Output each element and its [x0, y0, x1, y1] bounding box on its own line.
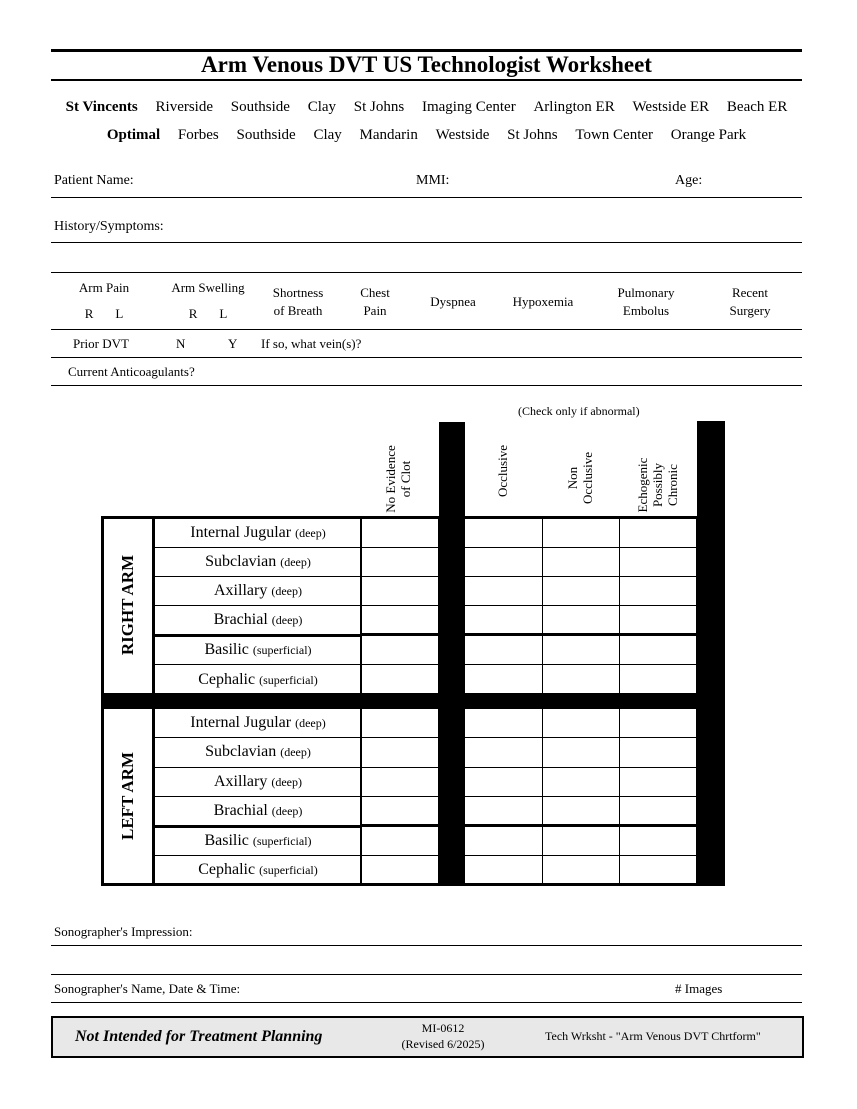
age-label: Age:	[675, 173, 703, 188]
finding-checkbox[interactable]	[620, 636, 697, 665]
location-option[interactable]: Southside	[230, 99, 290, 115]
prior-dvt-rule	[51, 357, 802, 358]
location-option[interactable]: St Johns	[353, 99, 405, 115]
images-count-label: # Images	[675, 981, 723, 996]
vein-type: (deep)	[271, 775, 302, 789]
prior-dvt-which-label: If so, what vein(s)?	[261, 336, 362, 351]
left-vein-axillary	[155, 767, 361, 797]
location-option[interactable]: Mandarin	[359, 127, 418, 143]
arm-separator	[101, 693, 725, 709]
arm-swelling-l[interactable]: L	[219, 306, 228, 321]
patient-line[interactable]	[51, 197, 802, 198]
footer-revised: (Revised 6/2025)	[401, 1037, 485, 1051]
vein-name: Axillary	[214, 773, 268, 790]
no-evidence-checkbox[interactable]	[361, 606, 439, 636]
location-option[interactable]: Westside ER	[632, 99, 710, 115]
finding-checkbox[interactable]	[465, 519, 543, 548]
chest-line-2: Pain	[363, 303, 387, 318]
impression-line[interactable]	[51, 945, 802, 946]
col-no-evidence-line-1: No Evidence	[383, 445, 398, 513]
location-option[interactable]: Riverside	[155, 99, 214, 115]
arm-pain-text: Arm Pain	[78, 280, 130, 295]
vein-row-line	[155, 825, 361, 828]
arm-pain-r[interactable]: R	[84, 306, 94, 321]
location-row-st-vincents	[51, 99, 802, 116]
finding-checkbox[interactable]	[465, 548, 543, 577]
vein-row-line	[155, 796, 361, 797]
left-vein-internal-jugular	[155, 708, 361, 738]
finding-checkbox[interactable]	[543, 709, 620, 738]
finding-checkbox[interactable]	[465, 665, 543, 694]
vein-type: (deep)	[271, 613, 303, 627]
location-option[interactable]: Clay	[313, 127, 342, 143]
finding-checkbox[interactable]	[620, 709, 697, 738]
finding-checkbox[interactable]	[465, 768, 543, 797]
left-arm-label: LEFT ARM	[118, 752, 137, 841]
right-vein-cephalic	[155, 665, 361, 695]
vein-type: (deep)	[295, 526, 326, 540]
vein-name: Cephalic	[198, 861, 256, 878]
anticoagulants-label: Current Anticoagulants?	[68, 364, 195, 379]
vein-name: Axillary	[214, 582, 268, 599]
finding-checkbox[interactable]	[620, 665, 697, 694]
arm-swelling-text: Arm Swelling	[171, 280, 245, 295]
anticoagulants-rule	[51, 385, 802, 386]
vein-row-line	[155, 737, 361, 738]
finding-checkbox[interactable]	[543, 768, 620, 797]
footer-disclaimer: Not Intended for Treatment Planning	[75, 1028, 323, 1045]
chest-line-1: Chest	[360, 285, 390, 300]
left-vein-basilic	[155, 826, 361, 856]
finding-checkbox[interactable]	[620, 606, 697, 636]
finding-checkbox[interactable]	[465, 577, 543, 606]
footer-form-id	[383, 1020, 503, 1052]
col-header-non-occlusive	[565, 434, 597, 522]
col-echo-line-1: Echogenic	[635, 457, 650, 513]
no-evidence-checkbox[interactable]	[361, 797, 439, 827]
footer-form-name: Tech Wrksht - "Arm Venous DVT Chrtform"	[545, 1029, 761, 1043]
footer-box	[51, 1016, 804, 1058]
location-option[interactable]: Southside	[236, 127, 296, 143]
finding-checkbox[interactable]	[543, 856, 620, 886]
history-line[interactable]	[51, 242, 802, 243]
location-option[interactable]: Westside	[435, 127, 490, 143]
finding-checkbox[interactable]	[465, 738, 543, 768]
finding-checkbox[interactable]	[465, 827, 543, 856]
finding-checkbox[interactable]	[543, 606, 620, 636]
arm-pain-label	[62, 279, 146, 323]
right-vein-brachial	[155, 605, 361, 635]
recent-line-1: Recent	[731, 285, 769, 300]
right-arm-label: RIGHT ARM	[118, 554, 137, 656]
col-echo-line-3: Chronic	[665, 464, 680, 506]
vein-name: Brachial	[213, 802, 268, 819]
finding-checkbox[interactable]	[543, 738, 620, 768]
hypoxemia-option[interactable]: Hypoxemia	[512, 294, 574, 309]
arm-pain-l[interactable]: L	[115, 306, 124, 321]
location-option[interactable]: Clay	[307, 99, 337, 115]
location-row-optimal	[51, 127, 802, 144]
col-header-no-evidence	[383, 435, 417, 523]
vein-type: (deep)	[271, 584, 302, 598]
vein-type: (deep)	[280, 555, 311, 569]
vein-type: (deep)	[280, 745, 311, 759]
vein-name: Basilic	[204, 832, 249, 849]
vein-name: Internal Jugular	[190, 524, 292, 541]
no-evidence-checkbox[interactable]	[361, 548, 439, 577]
left-vein-cephalic	[155, 855, 361, 885]
shortness-line-1: Shortness	[272, 285, 324, 300]
vein-type: (superficial)	[259, 863, 318, 877]
impression-line-2[interactable]	[51, 974, 802, 975]
page-title: Arm Venous DVT US Technologist Worksheet	[201, 52, 652, 77]
location-group-st-vincents: St Vincents	[65, 99, 138, 115]
vein-type: (deep)	[271, 804, 303, 818]
finding-checkbox[interactable]	[465, 636, 543, 665]
dyspnea-option[interactable]: Dyspnea	[430, 294, 476, 309]
finding-checkbox[interactable]	[465, 856, 543, 886]
arm-swelling-r[interactable]: R	[188, 306, 198, 321]
right-vein-internal-jugular	[155, 518, 361, 548]
pulm-line-2: Embolus	[622, 303, 670, 318]
finding-checkbox[interactable]	[620, 738, 697, 768]
no-evidence-checkbox[interactable]	[361, 827, 439, 856]
vein-name: Cephalic	[198, 671, 256, 688]
patient-name-label: Patient Name:	[54, 173, 134, 188]
finding-checkbox[interactable]	[465, 606, 543, 636]
grid-top-line	[155, 516, 697, 519]
vein-row-line	[155, 767, 361, 768]
col-non-line-2: Occlusive	[580, 452, 595, 504]
col-no-evidence-line-2: of Clot	[398, 460, 413, 498]
prior-dvt-label: Prior DVT	[73, 336, 129, 351]
finding-checkbox[interactable]	[465, 797, 543, 827]
location-option[interactable]: Town Center	[575, 127, 654, 143]
vein-row-line	[155, 605, 361, 606]
right-vein-basilic	[155, 635, 361, 665]
finding-checkbox[interactable]	[543, 797, 620, 827]
no-evidence-checkbox[interactable]	[361, 768, 439, 797]
no-evidence-checkbox[interactable]	[361, 665, 439, 694]
sonographer-label: Sonographer's Name, Date & Time:	[54, 981, 241, 996]
recent-line-2: Surgery	[729, 303, 771, 318]
recent-surgery-option[interactable]	[710, 284, 790, 320]
finding-checkbox[interactable]	[620, 548, 697, 577]
finding-checkbox[interactable]	[620, 577, 697, 606]
vein-name: Subclavian	[205, 743, 277, 760]
sonographer-line[interactable]	[51, 1002, 802, 1003]
footer-form-number: MI-0612	[421, 1021, 465, 1035]
left-vein-subclavian	[155, 737, 361, 767]
no-evidence-checkbox[interactable]	[361, 636, 439, 665]
location-option[interactable]: Arlington ER	[533, 99, 615, 115]
finding-checkbox[interactable]	[543, 519, 620, 548]
history-label: History/Symptoms:	[54, 219, 164, 234]
grid-right-column	[697, 421, 725, 886]
prior-dvt-no[interactable]: N	[176, 336, 186, 351]
finding-checkbox[interactable]	[543, 636, 620, 665]
finding-checkbox[interactable]	[620, 768, 697, 797]
pulm-line-1: Pulmonary	[617, 285, 675, 300]
location-option[interactable]: Orange Park	[670, 127, 747, 143]
col-occlusive-text: Occlusive	[495, 445, 510, 497]
check-note: (Check only if abnormal)	[518, 404, 640, 418]
location-group-optimal: Optimal	[106, 127, 161, 143]
arm-swelling-label	[160, 279, 256, 323]
vein-type: (deep)	[295, 716, 326, 730]
location-option[interactable]: Beach ER	[726, 99, 788, 115]
right-vein-subclavian	[155, 547, 361, 577]
vein-name: Subclavian	[205, 553, 277, 570]
vein-row-line	[155, 547, 361, 548]
mmi-label: MMI:	[416, 173, 450, 188]
pulmonary-embolus-option[interactable]	[600, 284, 692, 320]
vein-type: (superficial)	[252, 834, 312, 848]
vein-row-line	[155, 664, 361, 665]
prior-dvt-yes[interactable]: Y	[228, 336, 238, 351]
left-vein-brachial	[155, 796, 361, 826]
finding-checkbox[interactable]	[620, 827, 697, 856]
grid-column-line	[360, 516, 362, 694]
vein-name: Internal Jugular	[190, 714, 292, 731]
right-vein-axillary	[155, 576, 361, 606]
finding-checkbox[interactable]	[620, 519, 697, 548]
vein-name: Basilic	[204, 641, 249, 658]
vein-row-line	[155, 576, 361, 577]
vein-row-line	[155, 693, 361, 694]
col-echo-line-2: Possibly	[650, 462, 665, 508]
col-header-occlusive	[495, 427, 513, 515]
finding-checkbox[interactable]	[543, 665, 620, 694]
vein-type: (superficial)	[259, 673, 318, 687]
grid-column-line	[360, 708, 362, 886]
shortness-of-breath-option[interactable]	[258, 284, 338, 320]
shortness-line-2: of Breath	[273, 303, 323, 318]
no-evidence-checkbox[interactable]	[361, 738, 439, 768]
no-evidence-checkbox[interactable]	[361, 577, 439, 606]
no-evidence-checkbox[interactable]	[361, 519, 439, 548]
finding-checkbox[interactable]	[620, 856, 697, 886]
impression-label: Sonographer's Impression:	[54, 924, 193, 939]
location-option[interactable]: Imaging Center	[421, 99, 516, 115]
grid-bottom-line	[101, 883, 697, 886]
finding-checkbox[interactable]	[620, 797, 697, 827]
vein-row-line	[155, 855, 361, 856]
finding-checkbox[interactable]	[543, 577, 620, 606]
finding-checkbox[interactable]	[465, 709, 543, 738]
symptoms-bottom-rule	[51, 329, 802, 330]
symptoms-top-rule	[51, 272, 802, 273]
chest-pain-option[interactable]	[343, 284, 407, 320]
finding-checkbox[interactable]	[543, 827, 620, 856]
title-bottom-rule	[51, 79, 802, 81]
vein-row-line	[155, 634, 361, 637]
finding-checkbox[interactable]	[543, 548, 620, 577]
location-option[interactable]: Forbes	[177, 127, 219, 143]
no-evidence-checkbox[interactable]	[361, 856, 439, 886]
vein-type: (superficial)	[252, 643, 312, 657]
col-non-line-1: Non	[565, 466, 580, 490]
no-evidence-checkbox[interactable]	[361, 709, 439, 738]
vein-name: Brachial	[213, 611, 268, 628]
location-option[interactable]: St Johns	[507, 127, 558, 143]
